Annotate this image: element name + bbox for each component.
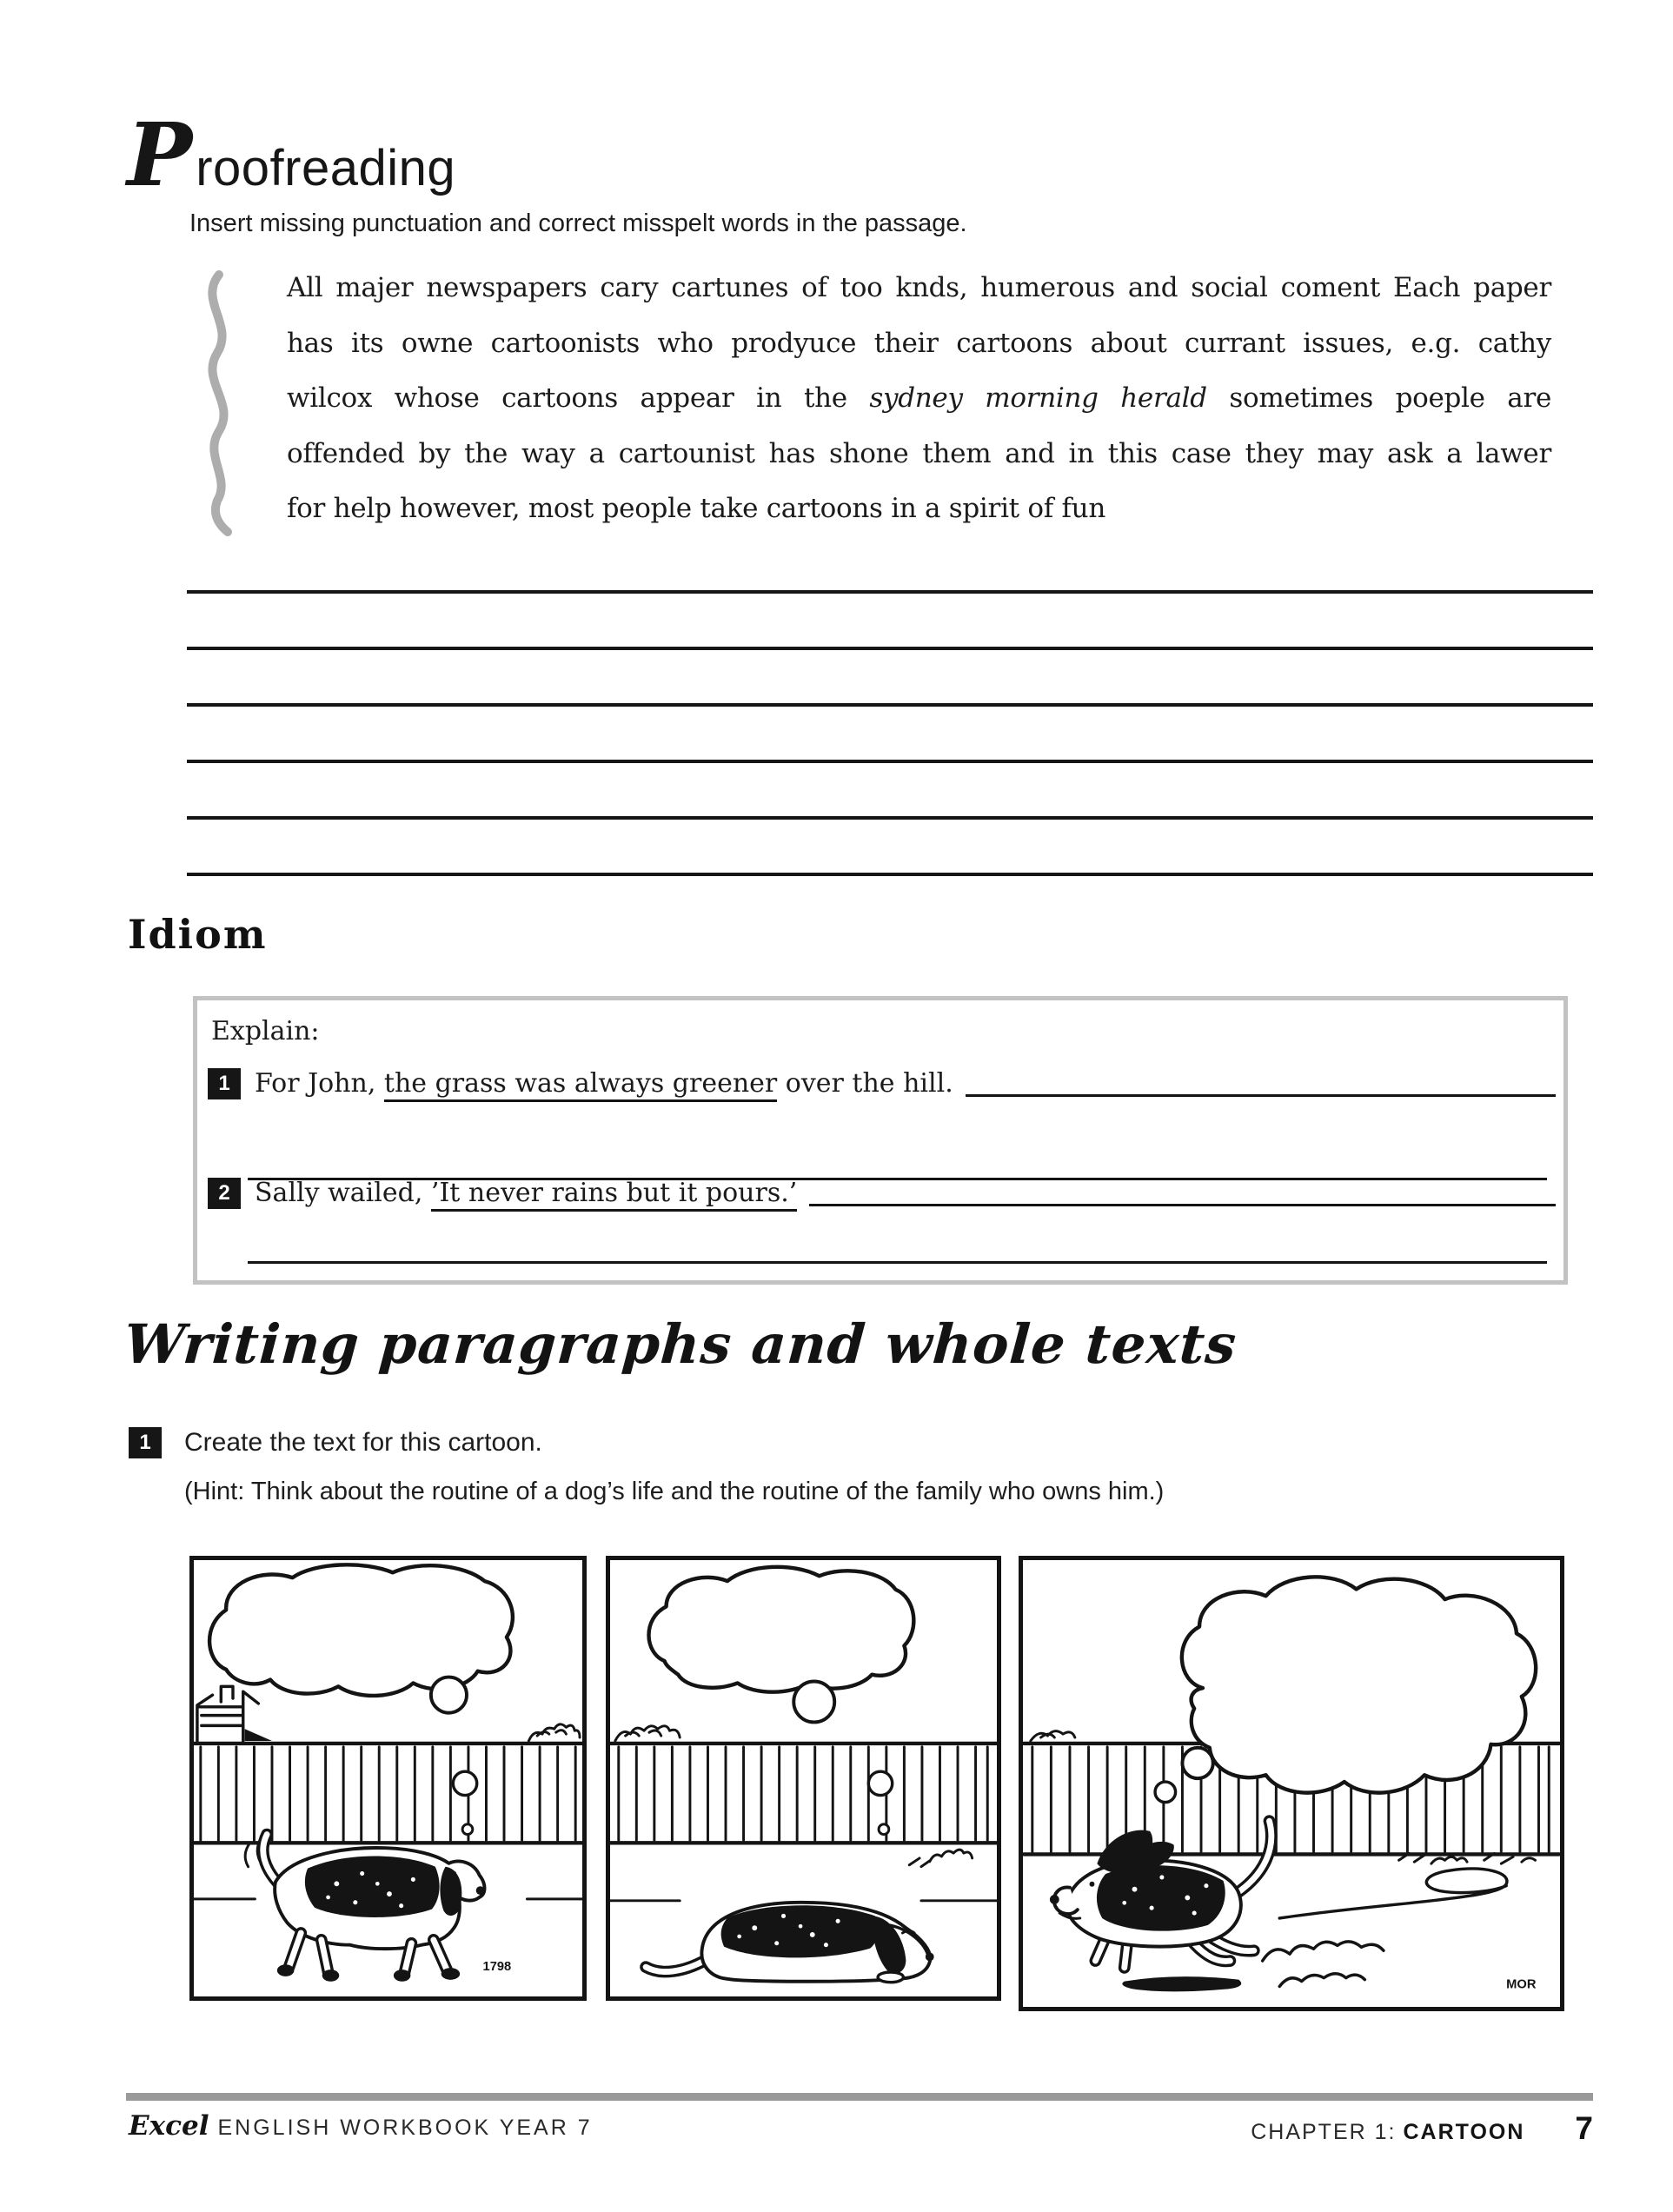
proofreading-title: roofreading	[196, 140, 456, 196]
motion-swirl	[1279, 1869, 1507, 1918]
dog-nose	[476, 1886, 485, 1895]
chapter-label: CHAPTER 1:	[1251, 2120, 1397, 2144]
fence	[610, 1744, 997, 1843]
dog-shadow	[1122, 1976, 1241, 1991]
idiom-item-2	[208, 1178, 1556, 1209]
house-icon	[197, 1686, 272, 1741]
passage-line: offended by the way a cartounist has shone them and in this case they may ask a lawer	[287, 437, 1551, 469]
answer-line	[248, 1261, 1547, 1264]
writing-rule-line	[187, 816, 1593, 820]
writing-rule-line	[187, 760, 1593, 763]
writing-rule-line	[187, 703, 1593, 707]
dog-saddle-patch	[721, 1905, 879, 1957]
dog-eye	[1090, 1882, 1095, 1887]
footer-left	[129, 2110, 593, 2142]
squiggle-bracket-icon	[193, 268, 247, 539]
answer-line	[809, 1178, 1556, 1206]
writing-rule-line	[187, 590, 1593, 594]
proofreading-heading	[127, 103, 456, 206]
writing-task-text: Create the text for this cartoon.	[184, 1428, 542, 1457]
idiom-sentence: For John, the grass was always greener over the hill.	[255, 1068, 953, 1099]
cartoon-panel-2	[606, 1556, 1001, 2001]
footer-divider-bar	[126, 2093, 1593, 2101]
idiom-box	[193, 996, 1568, 1285]
thought-bubble	[1155, 1577, 1536, 1802]
item-number-badge: 2	[208, 1178, 241, 1209]
proofreading-instruction: Insert missing punctuation and correct misspelt words in the passage.	[189, 209, 967, 237]
cartoon-panel-3	[1019, 1556, 1564, 2011]
item-number-badge: 1	[129, 1427, 162, 1458]
passage-line: has its owne cartoonists who prodyuce their cartoons about currant issues, e.g. cathy	[287, 327, 1551, 359]
passage-line: All majer newspapers cary cartunes of too knds, humerous and social coment Each paper	[287, 272, 1551, 303]
chapter-name: CARTOON	[1403, 2120, 1525, 2144]
cartoonist-signature: 1798	[482, 1960, 512, 1975]
writing-hint: (Hint: Think about the routine of a dog’s life and the routine of the family who owns him.)	[184, 1478, 1165, 1505]
idiom-heading: Idiom	[128, 911, 268, 958]
drop-cap-initial: P	[127, 103, 193, 206]
writing-section-heading: Writing paragraphs and whole texts	[122, 1312, 1239, 1376]
brand-logo: Excel	[129, 2110, 209, 2142]
fence	[194, 1744, 582, 1843]
cartoon-dog-lying	[610, 1560, 997, 1996]
thought-bubble	[209, 1564, 513, 1712]
explain-label: Explain:	[211, 1016, 320, 1046]
book-title: ENGLISH WORKBOOK YEAR 7	[217, 2116, 593, 2140]
item-number-badge: 1	[208, 1068, 241, 1099]
dog-eye	[452, 1871, 456, 1876]
dog-nose	[1050, 1895, 1059, 1904]
thought-bubble	[649, 1567, 914, 1723]
footer-right	[1251, 2110, 1593, 2147]
dog-lying	[646, 1903, 934, 1983]
idiom-sentence: Sally wailed, ’It never rains but it pours.’	[255, 1178, 797, 1209]
cartoonist-signature: MOR	[1506, 1977, 1537, 1992]
answer-line	[966, 1068, 1556, 1097]
idiom-item-1	[208, 1068, 1556, 1099]
writing-rule-line	[187, 873, 1593, 876]
bush-icon	[528, 1724, 580, 1741]
cartoon-panel-1	[189, 1556, 587, 2001]
page-number: 7	[1575, 2110, 1593, 2146]
passage-line: for help however, most people take cartoons in a spirit of fun	[287, 493, 1105, 524]
proofreading-passage	[287, 261, 1551, 537]
bush-icon	[909, 1850, 972, 1867]
writing-rule-line	[187, 647, 1593, 650]
passage-line: wilcox whose cartoons appear in the sydney morning herald sometimes poeple are	[287, 382, 1552, 414]
dog-walking	[245, 1835, 484, 1982]
bush-icon	[615, 1726, 680, 1741]
dog-saddle-patch	[305, 1856, 440, 1916]
writing-task-1	[129, 1427, 542, 1458]
cartoon-dog-walking	[194, 1560, 582, 1996]
dust-puffs	[1263, 1942, 1384, 1987]
cartoon-dog-running	[1023, 1560, 1560, 2007]
bush-icon	[1031, 1731, 1075, 1741]
dog-nose	[926, 1952, 934, 1961]
